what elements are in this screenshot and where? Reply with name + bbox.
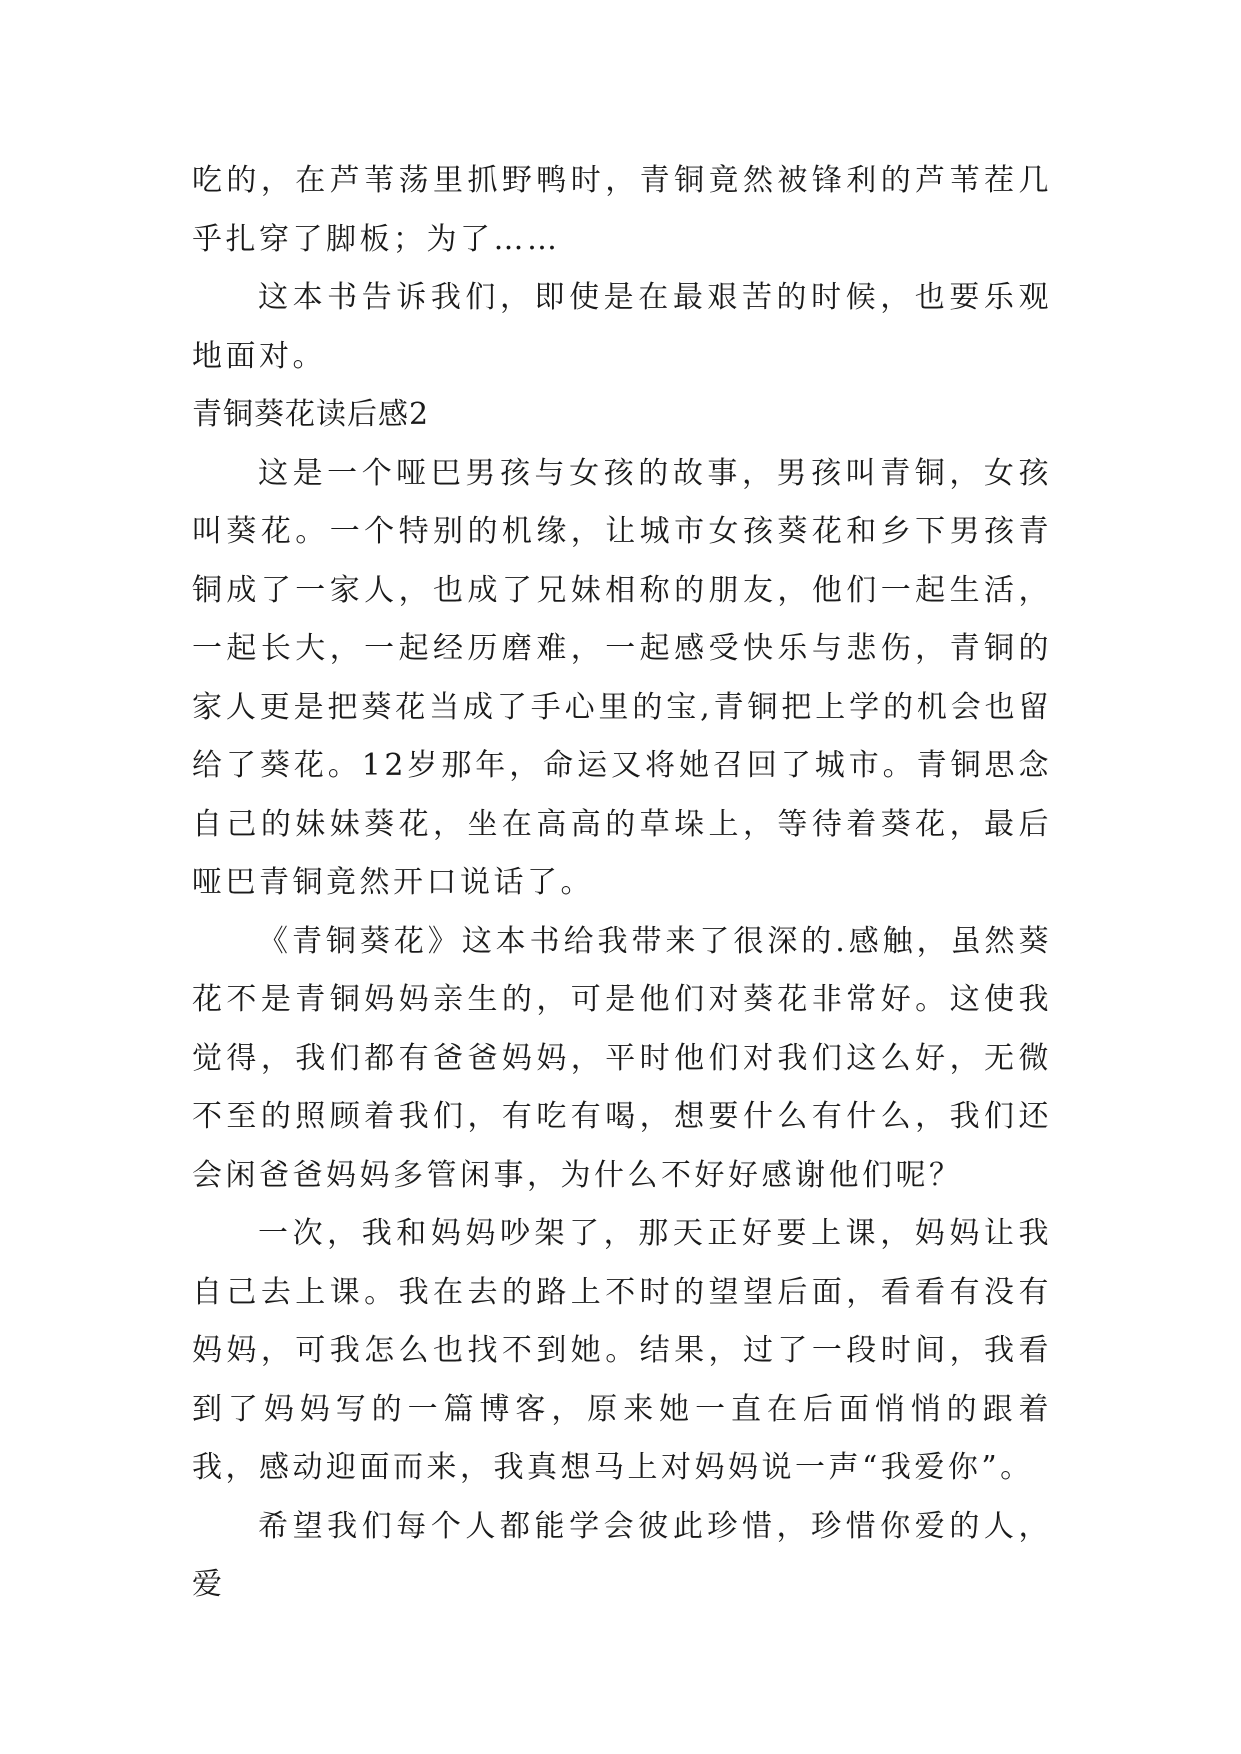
paragraph: 这本书告诉我们，即使是在最艰苦的时候，也要乐观地面对。 [192,280,1052,374]
paragraph: 希望我们每个人都能学会彼此珍惜，珍惜你爱的人，爱 [192,1508,1052,1602]
paragraph: 这是一个哑巴男孩与女孩的故事，男孩叫青铜，女孩叫葵花。一个特别的机缘，让城市女孩葵花和乡下男孩青铜成了一家人，也成了兄妹相称的朋友，他们一起生活，一起长大，一起经历磨难，一起感受快乐与悲伤，青铜的家人更是把葵花当成了手心里的宝,青铜把上学的机会也留给了葵花。12岁那年，命运又将她召回了城市。青铜思念自己的妹妹葵花，坐在高高的草垛上，等待着葵花，最后哑巴青铜竟然开口说话了。 [192,455,1052,900]
paragraph: 《青铜葵花》这本书给我带来了很深的.感触，虽然葵花不是青铜妈妈亲生的，可是他们对葵花非常好。这使我觉得，我们都有爸爸妈妈，平时他们对我们这么好，无微不至的照顾着我们，有吃有喝，想要什么有什么，我们还会闲爸爸妈妈多管闲事，为什么不好好感谢他们呢？ [192,923,1052,1193]
document-page [192,152,1052,1615]
paragraph: 一次，我和妈妈吵架了，那天正好要上课，妈妈让我自己去上课。我在去的路上不时的望望后面，看看有没有妈妈，可我怎么也找不到她。结果，过了一段时间，我看到了妈妈写的一篇博客，原来她一直在后面悄悄的跟着我，感动迎面而来，我真想马上对妈妈说一声“我爱你”。 [192,1216,1052,1485]
section-heading: 青铜葵花读后感2 [192,397,430,432]
paragraph: 吃的，在芦苇荡里抓野鸭时，青铜竟然被锋利的芦苇茬几乎扎穿了脚板；为了…… [192,163,1052,257]
